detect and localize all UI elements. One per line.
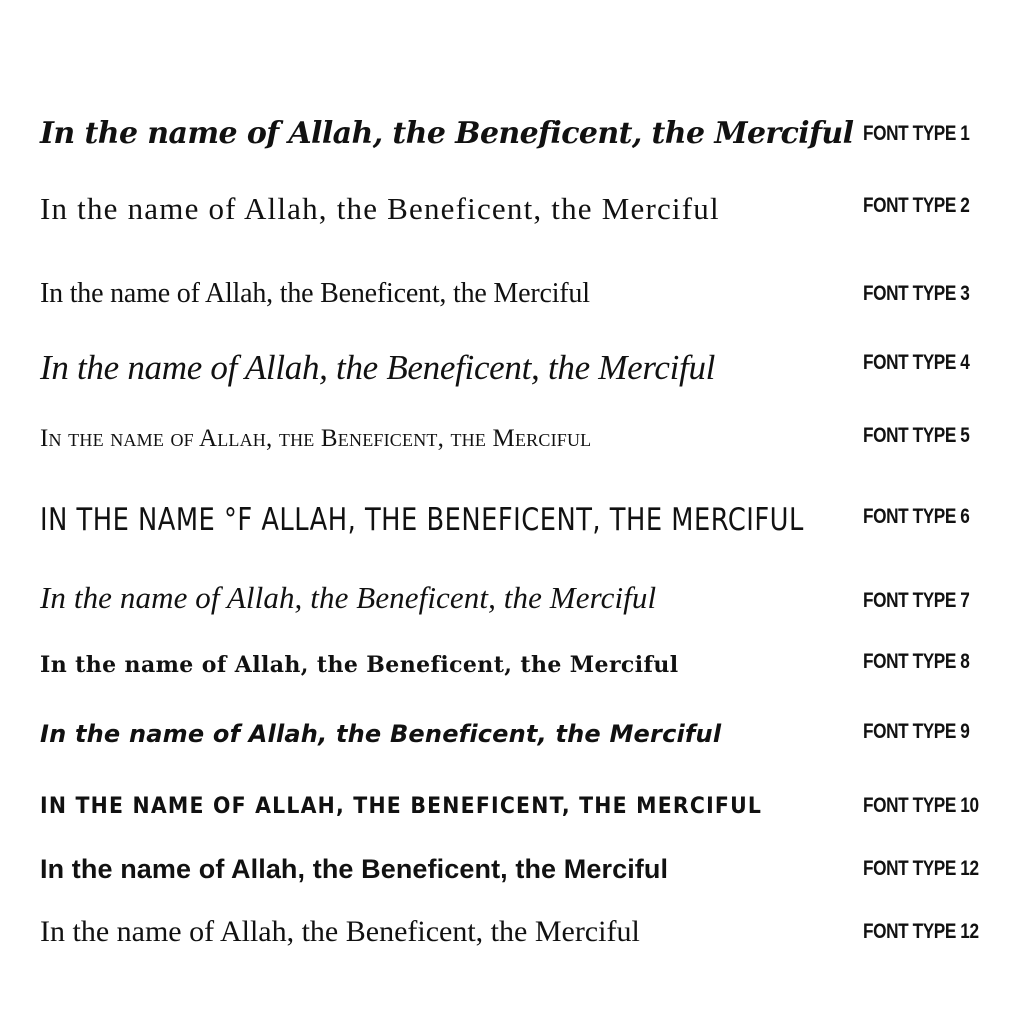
- font-sample-text: In the name of Allah, the Beneficent, the Merciful: [40, 425, 592, 452]
- font-sample-text: In the name of Allah, the Beneficent, the Merciful: [40, 348, 716, 387]
- font-type-label: FONT TYPE 1: [863, 122, 970, 145]
- font-type-label: FONT TYPE 12: [863, 920, 979, 943]
- font-type-label: FONT TYPE 2: [863, 194, 970, 217]
- font-type-label: FONT TYPE 7: [863, 589, 970, 612]
- font-sample-text: In the name of Allah, the Beneficent, the Merciful: [40, 720, 722, 748]
- font-type-label: FONT TYPE 4: [863, 351, 970, 374]
- font-type-label: FONT TYPE 8: [863, 650, 970, 673]
- font-sample-text: IN THE NAME OF ALLAH, THE BENEFICENT, THE MERCIFUL: [40, 794, 763, 819]
- font-type-label: FONT TYPE 5: [863, 424, 970, 447]
- font-type-label: FONT TYPE 10: [863, 794, 979, 817]
- font-sample-text: In the name of Allah, the Beneficent, the Merciful: [40, 915, 640, 948]
- font-type-label: FONT TYPE 6: [863, 505, 970, 528]
- font-sample-text: In the name of Allah, the Beneficent, the Merciful: [40, 580, 657, 615]
- font-type-label: FONT TYPE 3: [863, 282, 970, 305]
- font-sample-text: In the name of Allah, the Beneficent, the Merciful: [40, 652, 679, 678]
- font-sample-text: IN THE NAME °F ALLAH, THE BENEFICENT, THE MERCIFUL: [40, 502, 804, 538]
- font-type-label: FONT TYPE 12: [863, 857, 979, 880]
- font-sample-text: In the name of Allah, the Beneficent, the Merciful: [40, 854, 669, 884]
- font-sample-text: In the name of Allah, the Beneficent, the Merciful: [40, 191, 720, 226]
- font-sample-text: In the name of Allah, the Beneficent, the Merciful: [40, 278, 590, 309]
- font-type-label: FONT TYPE 9: [863, 720, 970, 743]
- font-sample-text: In the name of Allah, the Beneficent, the Merciful: [40, 116, 854, 151]
